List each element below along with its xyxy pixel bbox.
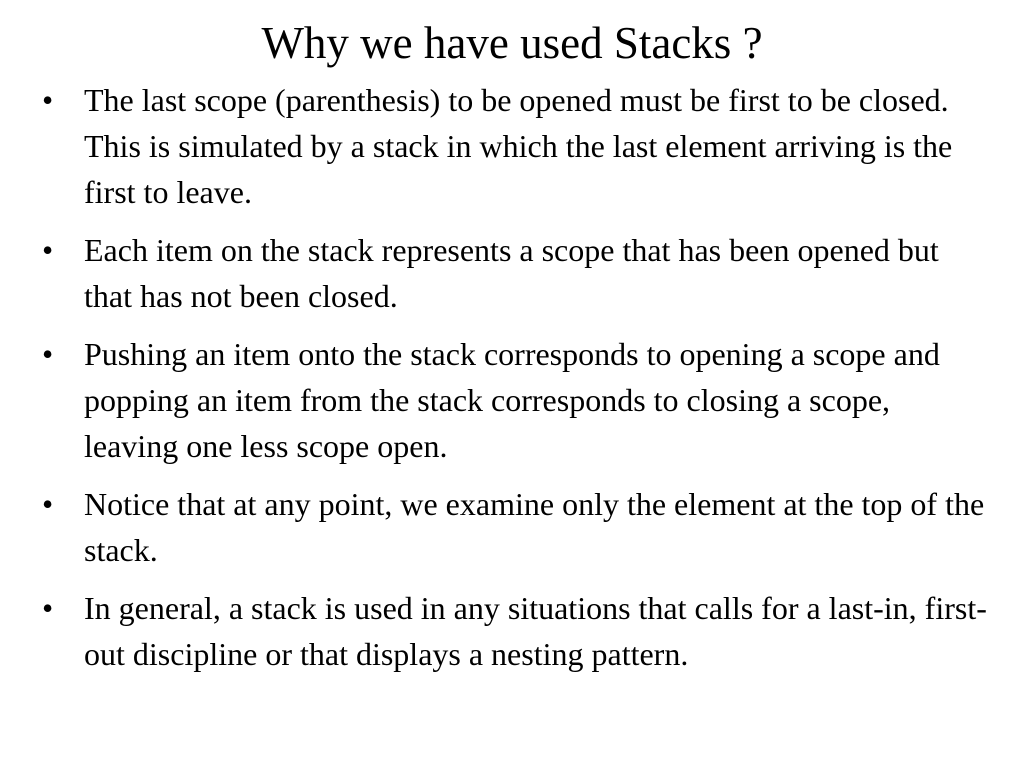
bullet-marker: • (42, 486, 54, 522)
bullet-text: In general, a stack is used in any situations that calls for a last-in, first-out discipline or that displays a nesting pattern. (84, 590, 987, 672)
slide-title: Why we have used Stacks ? (261, 18, 763, 68)
bullet-text: Each item on the stack represents a scope that has been opened but that has not been closed. (84, 232, 939, 314)
bullet-item (42, 481, 992, 573)
bullet-text: The last scope (parenthesis) to be opened must be first to be closed. This is simulated by a stack in which the last element arriving is the first to leave. (84, 82, 953, 210)
bullet-text: Notice that at any point, we examine only the element at the top of the stack. (84, 486, 985, 568)
bullet-marker: • (42, 336, 54, 372)
bullet-marker: • (42, 590, 54, 626)
bullet-text: Pushing an item onto the stack corresponds to opening a scope and popping an item from the stack corresponds to closing a scope, leaving one less scope open. (84, 336, 940, 464)
bullet-list (42, 77, 992, 689)
bullet-marker: • (42, 82, 54, 118)
bullet-marker: • (42, 232, 54, 268)
bullet-item (42, 77, 992, 215)
bullet-item (42, 227, 992, 319)
bullet-item (42, 331, 992, 469)
bullet-item (42, 585, 992, 677)
